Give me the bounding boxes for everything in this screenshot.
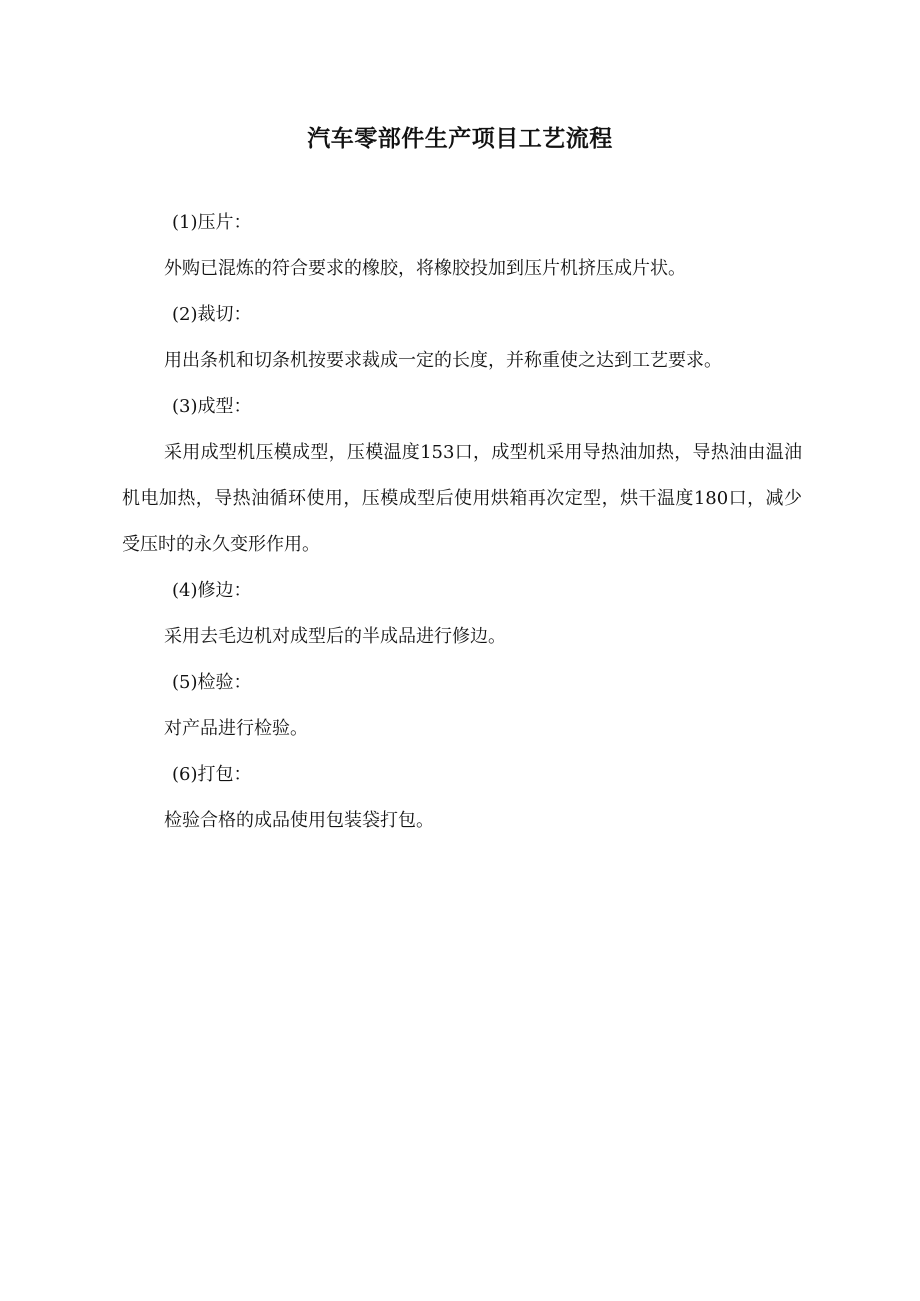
step-body-molding: 采用成型机压模成型，压模温度153口，成型机采用导热油加热，导热油由温油机电加热，导热油循环使用，压模成型后使用烘箱再次定型，烘干温度180口，减少受压时的永久变形作用。 — [122, 442, 802, 555]
step-body-inspection: 对产品进行检验。 — [164, 718, 308, 739]
step-heading-trimming: (4)修边： — [172, 580, 252, 601]
step-heading-cutting: (2)裁切： — [172, 304, 252, 325]
step-heading-packing: (6)打包： — [172, 764, 252, 785]
step-body-trimming: 采用去毛边机对成型后的半成品进行修边。 — [164, 626, 506, 647]
step-body-pressing: 外购已混炼的符合要求的橡胶，将橡胶投加到压片机挤压成片状。 — [164, 258, 686, 279]
step-heading-inspection: (5)检验： — [172, 672, 252, 693]
document-title: 汽车零部件生产项目工艺流程 — [307, 125, 613, 153]
step-heading-pressing: (1)压片： — [172, 212, 252, 233]
step-body-cutting: 用出条机和切条机按要求裁成一定的长度，并称重使之达到工艺要求。 — [164, 350, 722, 371]
step-heading-molding: (3)成型： — [172, 396, 252, 417]
step-body-packing: 检验合格的成品使用包装袋打包。 — [164, 810, 434, 831]
document-content — [122, 200, 802, 844]
